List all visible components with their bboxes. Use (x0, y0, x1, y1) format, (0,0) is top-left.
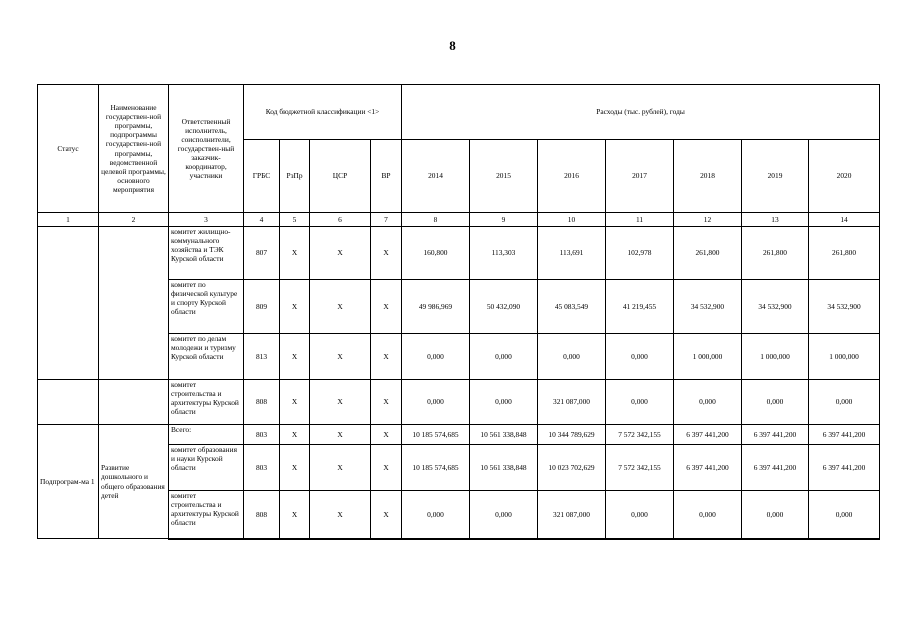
header-expenses: Расходы (тыс. рублей), годы (402, 85, 880, 140)
csr-cell: X (310, 445, 371, 491)
executor-cell: комитет жилищно-коммунального хозяйства и ТЭК Курской области (169, 227, 244, 280)
table-row (38, 380, 880, 425)
value-cell: 34 532,900 (674, 280, 742, 334)
value-cell: 261,800 (742, 227, 809, 280)
value-cell: 7 572 342,155 (606, 445, 674, 491)
header-rzpr: РзПр (280, 140, 310, 213)
csr-cell: X (310, 491, 371, 539)
value-cell: 0,000 (402, 380, 470, 425)
value-cell: 7 572 342,155 (606, 425, 674, 445)
column-number: 11 (606, 213, 674, 227)
header-year: 2016 (538, 140, 606, 213)
value-cell: 34 532,900 (742, 280, 809, 334)
value-cell: 6 397 441,200 (742, 425, 809, 445)
value-cell: 10 344 789,629 (538, 425, 606, 445)
value-cell: 113,303 (470, 227, 538, 280)
executor-cell: комитет образования и науки Курской области (169, 445, 244, 491)
vr-cell: X (371, 280, 402, 334)
grbs-cell: 803 (244, 445, 280, 491)
status-cell: Подпрограм-ма 1 (38, 425, 99, 539)
value-cell: 6 397 441,200 (742, 445, 809, 491)
grbs-cell: 808 (244, 380, 280, 425)
executor-cell: Всего: (169, 425, 244, 445)
value-cell: 0,000 (402, 334, 470, 380)
value-cell: 0,000 (674, 491, 742, 539)
rzpr-cell: X (280, 491, 310, 539)
value-cell: 0,000 (809, 380, 880, 425)
column-number: 7 (371, 213, 402, 227)
column-number: 13 (742, 213, 809, 227)
value-cell: 6 397 441,200 (674, 445, 742, 491)
vr-cell: X (371, 380, 402, 425)
value-cell: 113,691 (538, 227, 606, 280)
header-vr: ВР (371, 140, 402, 213)
column-number: 14 (809, 213, 880, 227)
grbs-cell: 803 (244, 425, 280, 445)
rzpr-cell: X (280, 445, 310, 491)
executor-cell: комитет строительства и архитектуры Курской области (169, 491, 244, 539)
value-cell: 1 000,000 (742, 334, 809, 380)
header-status: Статус (38, 85, 99, 213)
value-cell: 261,800 (674, 227, 742, 280)
value-cell: 0,000 (742, 380, 809, 425)
column-number-row (38, 213, 880, 227)
value-cell: 0,000 (606, 334, 674, 380)
column-number: 9 (470, 213, 538, 227)
value-cell: 49 986,969 (402, 280, 470, 334)
column-number: 3 (169, 213, 244, 227)
header-year: 2020 (809, 140, 880, 213)
value-cell: 10 023 702,629 (538, 445, 606, 491)
header-grbs: ГРБС (244, 140, 280, 213)
value-cell: 10 185 574,685 (402, 425, 470, 445)
column-number: 12 (674, 213, 742, 227)
value-cell: 1 000,000 (809, 334, 880, 380)
value-cell: 160,800 (402, 227, 470, 280)
header-year: 2014 (402, 140, 470, 213)
csr-cell: X (310, 227, 371, 280)
csr-cell: X (310, 334, 371, 380)
value-cell: 6 397 441,200 (809, 445, 880, 491)
rzpr-cell: X (280, 334, 310, 380)
value-cell: 41 219,455 (606, 280, 674, 334)
vr-cell: X (371, 491, 402, 539)
table-row (38, 227, 880, 280)
value-cell: 10 561 338,848 (470, 425, 538, 445)
executor-cell: комитет по делам молодежи и туризму Курской области (169, 334, 244, 380)
value-cell: 0,000 (538, 334, 606, 380)
value-cell: 321 087,000 (538, 380, 606, 425)
value-cell: 0,000 (809, 491, 880, 539)
vr-cell: X (371, 425, 402, 445)
value-cell: 321 087,000 (538, 491, 606, 539)
grbs-cell: 809 (244, 280, 280, 334)
value-cell: 0,000 (742, 491, 809, 539)
name-cell (99, 227, 169, 380)
column-number: 4 (244, 213, 280, 227)
rzpr-cell: X (280, 425, 310, 445)
page-number: 8 (449, 38, 456, 53)
value-cell: 0,000 (470, 334, 538, 380)
value-cell: 0,000 (674, 380, 742, 425)
column-number: 5 (280, 213, 310, 227)
value-cell: 0,000 (402, 491, 470, 539)
executor-cell: комитет по физической культуре и спорту Курской области (169, 280, 244, 334)
header-year: 2017 (606, 140, 674, 213)
header-year: 2018 (674, 140, 742, 213)
value-cell: 261,800 (809, 227, 880, 280)
name-cell: Развитие дошкольного и общего образования детей (99, 425, 169, 539)
value-cell: 50 432,090 (470, 280, 538, 334)
csr-cell: X (310, 425, 371, 445)
table-row (38, 425, 880, 445)
grbs-cell: 813 (244, 334, 280, 380)
grbs-cell: 807 (244, 227, 280, 280)
header-executor: Ответственный исполнитель, соисполнители, государствен-ный заказчик-координатор, участники (169, 85, 244, 213)
name-cell (99, 380, 169, 425)
column-number: 10 (538, 213, 606, 227)
value-cell: 45 083,549 (538, 280, 606, 334)
status-cell (38, 227, 99, 380)
value-cell: 34 532,900 (809, 280, 880, 334)
value-cell: 0,000 (606, 380, 674, 425)
header-year: 2015 (470, 140, 538, 213)
header-budget-code: Код бюджетной классификации <1> (244, 85, 402, 140)
value-cell: 0,000 (470, 380, 538, 425)
column-number: 2 (99, 213, 169, 227)
value-cell: 102,978 (606, 227, 674, 280)
csr-cell: X (310, 380, 371, 425)
header-csr: ЦСР (310, 140, 371, 213)
value-cell: 6 397 441,200 (674, 425, 742, 445)
vr-cell: X (371, 334, 402, 380)
vr-cell: X (371, 227, 402, 280)
value-cell: 0,000 (470, 491, 538, 539)
executor-cell: комитет строительства и архитектуры Курской области (169, 380, 244, 425)
value-cell: 6 397 441,200 (809, 425, 880, 445)
vr-cell: X (371, 445, 402, 491)
grbs-cell: 808 (244, 491, 280, 539)
csr-cell: X (310, 280, 371, 334)
header-name: Наименование государствен-ной программы, подпрограммы государствен-ной программы, ведомственной целевой программы, основного мероприятия (99, 85, 169, 213)
value-cell: 10 185 574,685 (402, 445, 470, 491)
value-cell: 1 000,000 (674, 334, 742, 380)
column-number: 1 (38, 213, 99, 227)
header-year: 2019 (742, 140, 809, 213)
rzpr-cell: X (280, 380, 310, 425)
column-number: 6 (310, 213, 371, 227)
rzpr-cell: X (280, 280, 310, 334)
header-row-1 (38, 85, 880, 140)
value-cell: 0,000 (606, 491, 674, 539)
rzpr-cell: X (280, 227, 310, 280)
column-number: 8 (402, 213, 470, 227)
budget-table (37, 84, 880, 540)
value-cell: 10 561 338,848 (470, 445, 538, 491)
status-cell (38, 380, 99, 425)
